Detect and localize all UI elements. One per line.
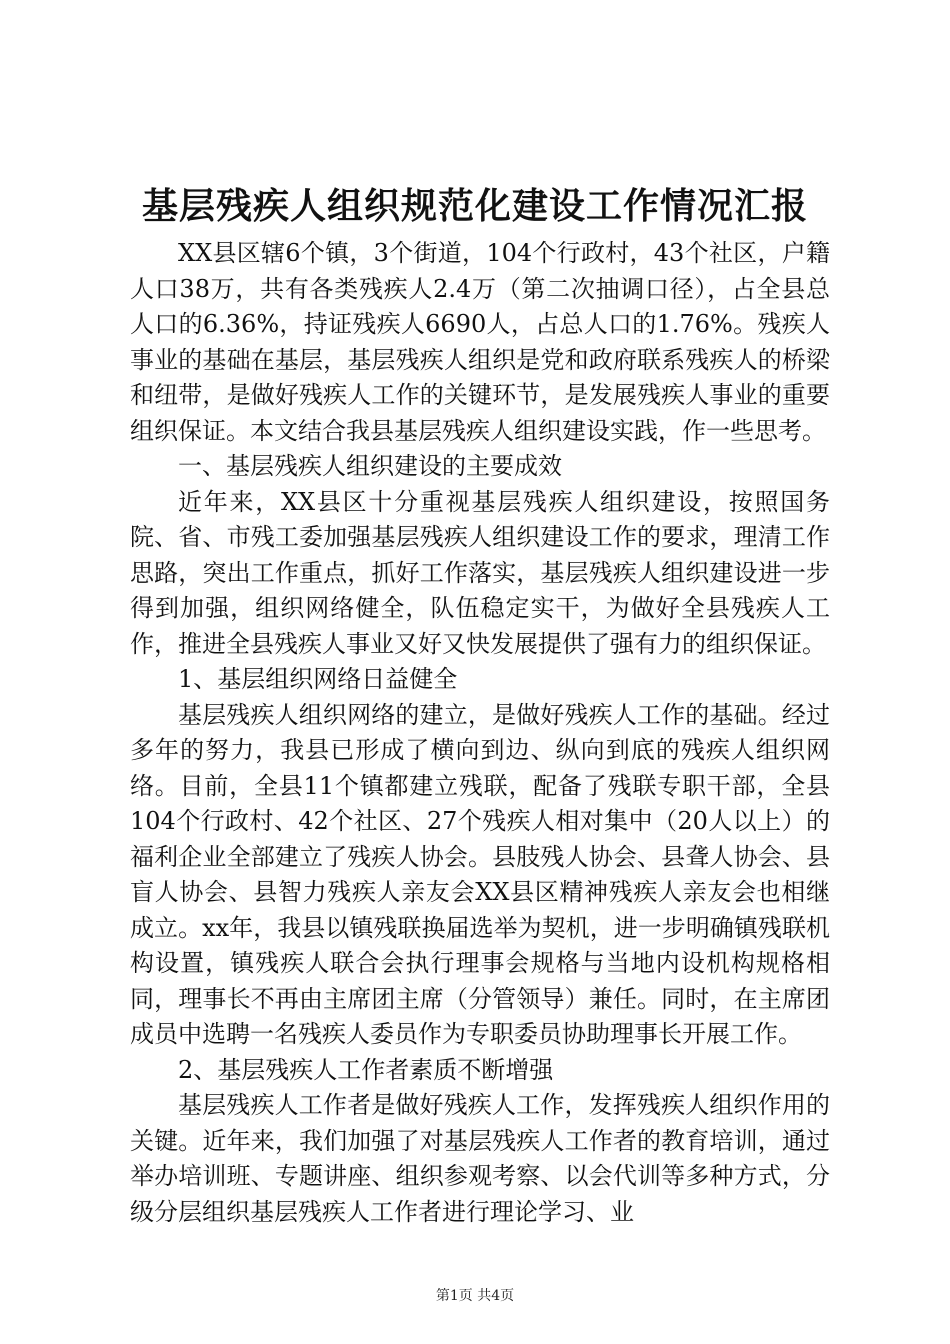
document-title: 基层残疾人组织规范化建设工作情况汇报 (141, 186, 808, 227)
paragraph-achievements: 近年来，XX县区十分重视基层残疾人组织建设，按照国务院、省、市残工委加强基层残疾人组织建设工作的要求，理清工作思路，突出工作重点，抓好工作落实，基层残疾人组织建设进一步得到加强，组织网络健全，队伍稳定实干，为做好全县残疾人工作，推进全县残疾人事业又好又快发展提供了强有力的组织保证。 (130, 487, 830, 658)
document-body (130, 236, 830, 1230)
subsection-heading-2: 2、基层残疾人工作者素质不断增强 (178, 1055, 554, 1084)
paragraph-network: 基层残疾人组织网络的建立，是做好残疾人工作的基础。经过多年的努力，我县已形成了横向到边、纵向到底的残疾人组织网络。目前，全县11个镇都建立残联，配备了残联专职干部，全县104个行政村、42个社区、27个残疾人相对集中（20人以上）的福利企业全部建立了残疾人协会。县肢残人协会、县聋人协会、县盲人协会、县智力残疾人亲友会XX县区精神残疾人亲友会也相继成立。xx年，我县以镇残联换届选举为契机，进一步明确镇残联机构设置，镇残疾人联合会执行理事会规格与当地内设机构规格相同，理事长不再由主席团主席（分管领导）兼任。同时，在主席团成员中选聘一名残疾人委员作为专职委员协助理事长开展工作。 (130, 700, 830, 1048)
subsection-heading-1: 1、基层组织网络日益健全 (178, 665, 458, 693)
section-heading-1: 一、基层残疾人组织建设的主要成效 (178, 452, 562, 480)
page-footer: 第1页 共4页 (435, 1288, 515, 1304)
paragraph-workers: 基层残疾人工作者是做好残疾人工作，发挥残疾人组织作用的关键。近年来，我们加强了对基层残疾人工作者的教育培训，通过举办培训班、专题讲座、组织参观考察、以会代训等多种方式，分级分层组织基层残疾人工作者进行理论学习、业 (130, 1091, 830, 1226)
paragraph-intro: XX县区辖6个镇，3个街道，104个行政村，43个社区，户籍人口38万，共有各类残疾人2.4万（第二次抽调口径），占全县总人口的6.36%，持证残疾人6690人，占总人口的1.76%。残疾人事业的基础在基层，基层残疾人组织是党和政府联系残疾人的桥梁和纽带，是做好残疾人工作的关键环节，是发展残疾人事业的重要组织保证。本文结合我县基层残疾人组织建设实践，作一些思考。 (130, 239, 830, 445)
